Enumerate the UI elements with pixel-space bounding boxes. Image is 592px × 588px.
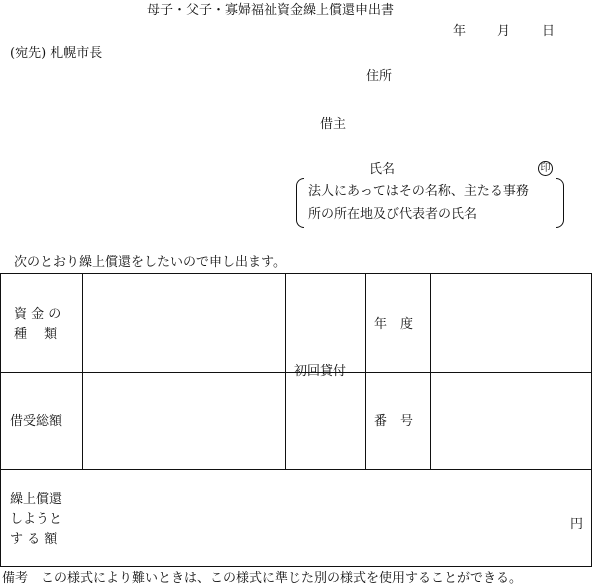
fiscal-year-label: 年 度 [374,317,414,332]
remark: 備考 この様式により難いときは、この様式に準じた別の様式を使用することができる。 [2,571,523,586]
fund-type-label [14,305,61,345]
borrower-label: 借主 [320,117,347,132]
prepay-line2: しようと [10,512,63,528]
left-bracket [296,178,304,228]
fund-type-line2: 種 類 [14,327,58,343]
col-divider-3 [365,273,366,470]
total-loan-label: 借受総額 [10,414,63,429]
prepay-line3: す る 額 [10,532,58,548]
corporate-note-line1: 法人にあってはその名称、主たる事務 [308,184,529,199]
table-border-top [0,273,592,274]
yen-unit: 円 [570,517,584,532]
addressee: (宛先) 札幌市長 [10,46,103,61]
col-divider-1 [82,273,83,470]
number-label: 番 号 [374,414,414,429]
application-table [0,273,592,567]
row-divider-2 [0,469,592,470]
seal-mark: 印 [538,161,553,176]
col-divider-2 [285,273,286,470]
form-title: 母子・父子・寡婦福祉資金繰上償還申出書 [147,3,395,18]
table-border-bottom [0,566,592,567]
date-month-label: 月 [497,24,511,39]
address-label: 住所 [366,69,393,84]
table-border-left [0,273,1,567]
col-divider-4 [430,273,431,470]
fund-type-line1: 資 金 の [14,307,62,322]
prepay-amount-label [10,490,62,550]
right-bracket [556,178,564,228]
date-day-label: 日 [542,24,556,39]
date-year-label: 年 [453,24,467,39]
initial-loan-label: 初回貸付 [294,364,347,379]
name-label: 氏名 [369,162,396,177]
prepay-line1: 繰上償還 [10,492,63,507]
corporate-note-line2: 所の所在地及び代表者の氏名 [308,207,478,222]
intro-text: 次のとおり繰上償還をしたいので申し出ます。 [14,255,286,270]
